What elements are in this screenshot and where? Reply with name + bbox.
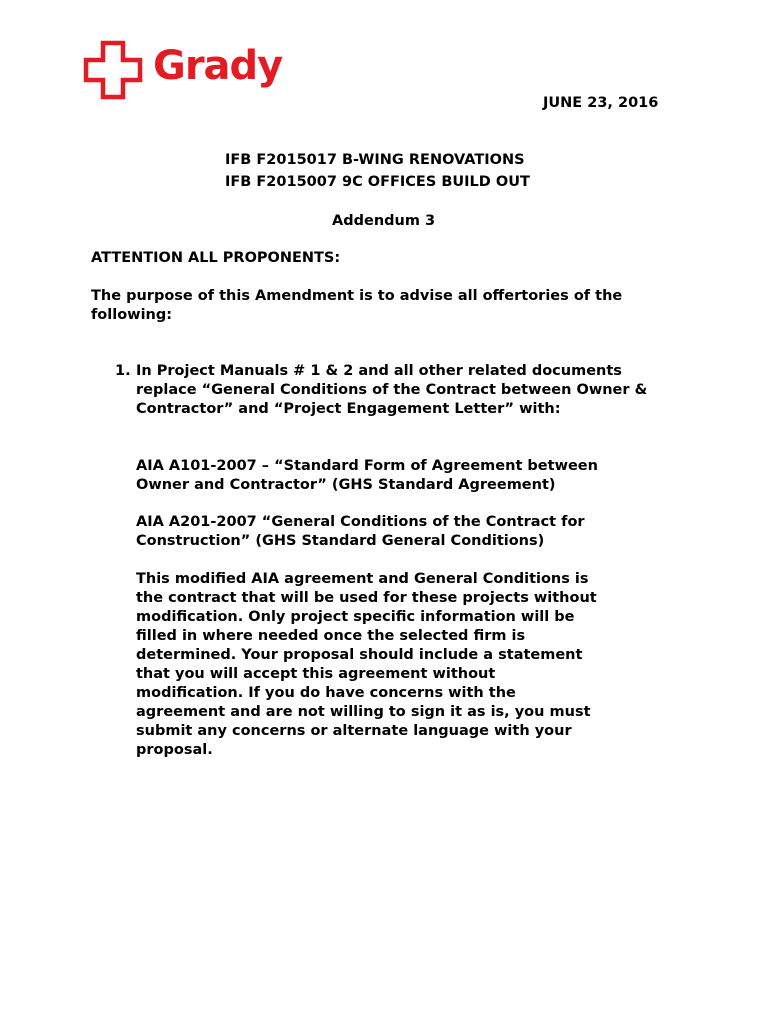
modified-line: filled in where needed once the selected firm is: [136, 628, 526, 644]
attention-heading: ATTENTION ALL PROPONENTS:: [91, 250, 341, 266]
aia-a101-line: AIA A101-2007 – “Standard Form of Agreement between: [136, 458, 598, 474]
modified-line: agreement and are not willing to sign it as is, you must: [136, 704, 591, 720]
addendum-title: Addendum 3: [332, 213, 436, 229]
modified-line: that you will accept this agreement without: [136, 666, 496, 682]
modified-line: This modified AIA agreement and General Conditions is: [136, 571, 589, 587]
modified-line: determined. Your proposal should include a statement: [136, 647, 583, 663]
aia-a201-line: Construction” (GHS Standard General Conditions): [136, 533, 545, 549]
item-line: replace “General Conditions of the Contract between Owner &: [136, 382, 648, 398]
ifb-line-2: IFB F2015007 9C OFFICES BUILD OUT: [225, 174, 530, 190]
item-line: Contractor” and “Project Engagement Letter” with:: [136, 401, 561, 417]
aia-a101-line: Owner and Contractor” (GHS Standard Agreement): [136, 477, 556, 493]
aia-a201-line: AIA A201-2007 “General Conditions of the Contract for: [136, 514, 585, 530]
modified-line: modification. If you do have concerns with the: [136, 685, 516, 701]
logo-brand-name: Grady: [153, 43, 283, 89]
modified-line: modification. Only project specific information will be: [136, 609, 575, 625]
modified-agreement-paragraph: [136, 570, 696, 760]
aia-a101-paragraph: [136, 457, 696, 495]
modified-line: proposal.: [136, 742, 213, 758]
list-item-text: [136, 362, 696, 419]
list-item-number: 1.: [115, 363, 131, 379]
item-line: In Project Manuals # 1 & 2 and all other related documents: [136, 363, 622, 379]
document-date: JUNE 23, 2016: [543, 95, 659, 111]
grady-logo: [83, 40, 282, 100]
purpose-paragraph: [91, 287, 661, 325]
red-cross-icon: [83, 40, 143, 100]
modified-line: the contract that will be used for these projects without: [136, 590, 597, 606]
purpose-line: The purpose of this Amendment is to advise all offertories of the: [91, 288, 623, 304]
purpose-line: following:: [91, 307, 173, 323]
aia-a201-paragraph: [136, 513, 696, 551]
modified-line: submit any concerns or alternate language with your: [136, 723, 572, 739]
ifb-line-1: IFB F2015017 B-WING RENOVATIONS: [225, 152, 525, 168]
